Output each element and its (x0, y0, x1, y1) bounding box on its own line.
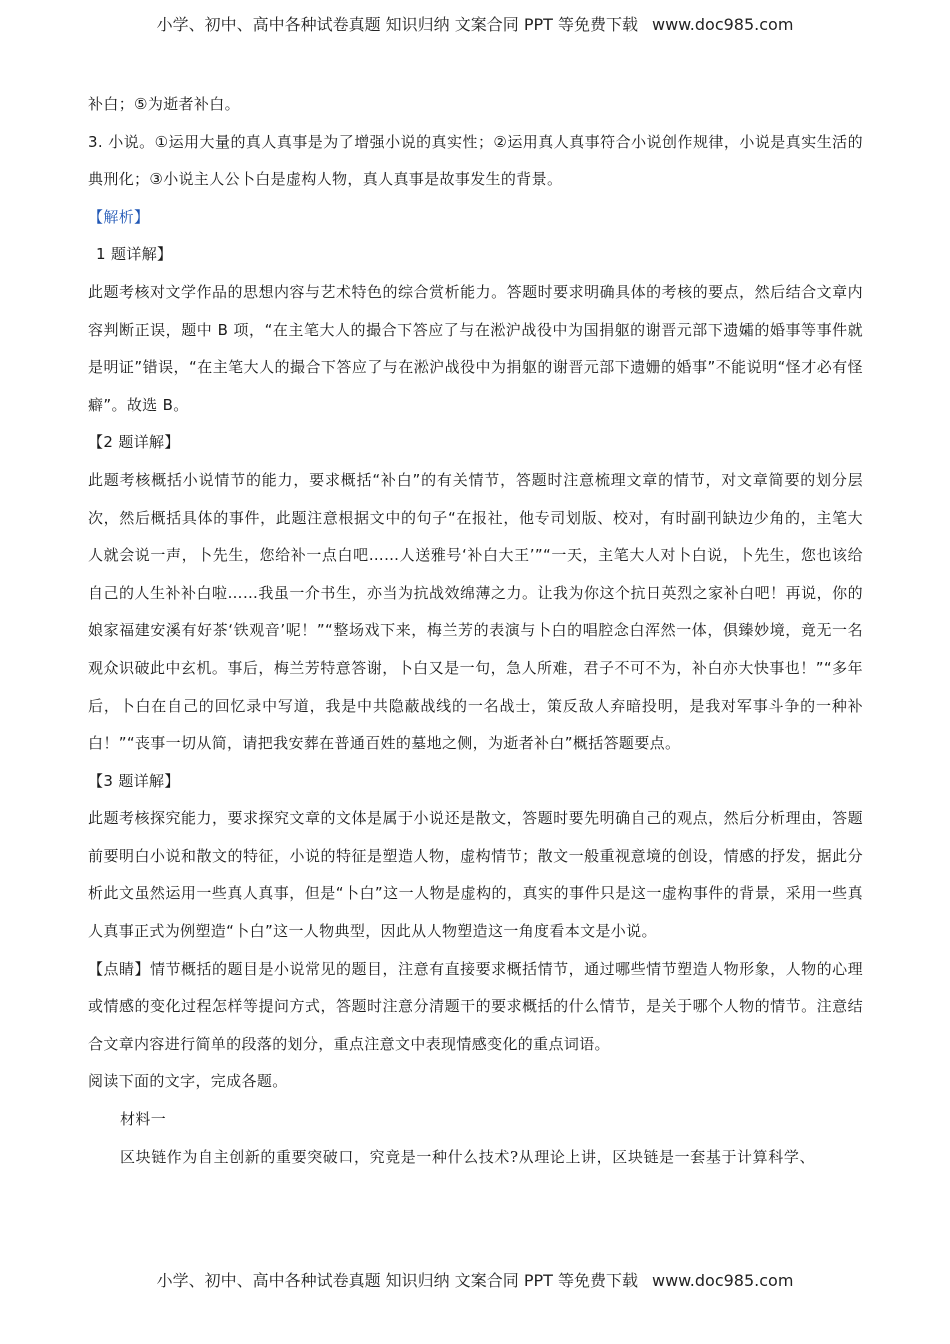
reading-intro: 阅读下面的文字，完成各题。 (88, 1072, 288, 1091)
q3-heading: 【3 题详解】 (88, 771, 180, 790)
tip-body: 情节概括的题目是小说常见的题目，注意有直接要求概括情节，通过哪些情节塑造人物形象，人物的心理或情感的变化过程怎样等提问方式，答题时注意分清题干的要求概括的什么情节，是关于哪个人物的情节。注意结合文章内容进行简单的段落的划分，重点注意文中表现情感变化的重点词语。 (88, 959, 863, 1053)
q2-heading: 【2 题详解】 (88, 433, 180, 452)
q1-heading: 1 题详解】 (96, 245, 173, 264)
q3-body: 此题考核探究能力，要求探究文章的文体是属于小说还是散文，答题时要先明确自己的观点，然后分析理由，答题前要明白小说和散文的特征，小说的特征是塑造人物，虚构情节；散文一般重视意境的创设，情感的抒发，据此分析此文虽然运用一些真人真事，但是“卜白”这一人物是虚构的，真实的事件只是这一虚构事件的背景，采用一些真人真事正式为例塑造“卜白”这一人物典型，因此从人物塑造这一角度看本文是小说。 (88, 809, 863, 941)
material-title: 材料一 (120, 1110, 167, 1129)
footer-site-link[interactable]: www.doc985.com (652, 1271, 794, 1290)
answer-2-continued: 补白；⑤为逝者补白。 (88, 95, 240, 113)
page-header (0, 12, 950, 35)
q2-body: 此题考核概括小说情节的能力，要求概括“补白”的有关情节，答题时注意梳理文章的情节，对文章简要的划分层次，然后概括具体的事件，此题注意根据文中的句子“在报社，他专司划版、校对，有时副刊缺边少角的，主笔大人就会说一声，卜先生，您给补一点白吧……人送雅号‘补白大王’”“一天，主笔大人对卜白说，卜先生，您也该给自己的人生补补白啦……我虽一介书生，亦当为抗战效绵薄之力。让我为你这个抗日英烈之家补白吧！再说，你的娘家福建安溪有好茶‘铁观音’呢！”“整场戏下来，梅兰芳的表演与卜白的唱腔念白浑然一体，俱臻妙境，竟无一名观众识破此中玄机。事后，梅兰芳特意答谢，卜白又是一句，急人所难，君子不可不为，补白亦大快事也！”“多年后，卜白在自己的回忆录中写道，我是中共隐蔽战线的一名战士，策反敌人弃暗投明，是我对军事斗争的一种补白！”“丧事一切从简，请把我安葬在普通百姓的墓地之侧，为逝者补白”概括答题要点。 (88, 470, 863, 753)
header-site-link[interactable]: www.doc985.com (652, 15, 794, 34)
material-body: 区块链作为自主创新的重要突破口，究竟是一种什么技术?从理论上讲，区块链是一套基于计算科学、 (120, 1147, 816, 1166)
answer-3: 3. 小说。①运用大量的真人真事是为了增强小说的真实性；②运用真人真事符合小说创作规律，小说是真实生活的典刑化；③小说主人公卜白是虚构人物，真人真事是故事发生的背景。 (88, 132, 863, 189)
header-text: 小学、初中、高中各种试卷真题 知识归纳 文案合同 PPT 等免费下载 (156, 15, 638, 34)
document-body (88, 86, 863, 1176)
q1-body: 此题考核对文学作品的思想内容与艺术特色的综合赏析能力。答题时要求明确具体的考核的要点，然后结合文章内容判断正误，题中 B 项，“在主笔大人的撮合下答应了与在淞沪战役中为国捐躯的谢晋元部下遗孀的婚事等事件就是明证”错误，“在主笔大人的撮合下答应了与在淞沪战役中为捐躯的谢晋元部下遗姗的婚事”不能说明“怪才必有怪癖”。故选 B。 (88, 282, 863, 414)
analysis-tag: 【解析】 (88, 207, 150, 226)
tip-tag: 【点睛】 (88, 959, 151, 978)
footer-text: 小学、初中、高中各种试卷真题 知识归纳 文案合同 PPT 等免费下载 (156, 1271, 638, 1290)
analysis-heading (88, 199, 863, 237)
page-footer (0, 1268, 950, 1291)
tip-paragraph (88, 951, 863, 1064)
